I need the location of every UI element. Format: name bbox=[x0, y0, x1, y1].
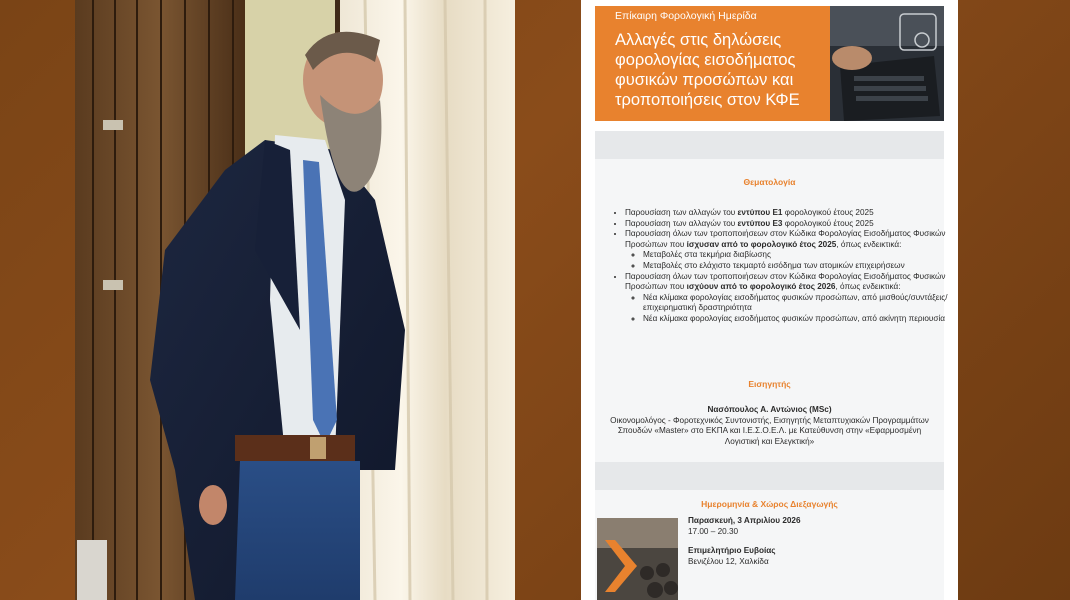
event-heading: Ημερομηνία & Χώρος Διεξαγωγής bbox=[701, 499, 838, 509]
topics-list bbox=[609, 208, 951, 325]
speaker-heading: Εισηγητής bbox=[748, 379, 791, 389]
topic-item: • Παρουσίαση των αλλαγών του εντύπου Ε1 φορολογικού έτους 2025 bbox=[625, 208, 951, 219]
event-panel bbox=[595, 490, 944, 600]
speaker-name: Νασόπουλος Α. Αντώνιος (MSc) bbox=[707, 405, 832, 414]
event-time: 17.00 – 20.30 bbox=[688, 526, 739, 536]
topic-subitems bbox=[625, 293, 951, 325]
event-info bbox=[688, 516, 938, 567]
content-panel bbox=[595, 159, 948, 462]
topic-subitem: ◦ Μεταβολές στα τεκμήρια διαβίωσης bbox=[643, 250, 951, 261]
topic-item: • Παρουσίαση όλων των τροποποιήσεων στον Κώδικα Φορολογίας Εισοδήματος Φυσικών Προσώπων που ισχύουν από το φορολογικό έτος 2026, όπως ενδεικτικά: ◦ Νέα κλίμακα φορολογίας εισοδήματος φυσικών προσώπων, από μισθούς/συντάξεις/επιχειρηματική δραστηριότητα ◦ Νέα κλίμακα φορολογίας εισοδήματος φυσικών προσώπων, από ακίνητη περιουσία bbox=[625, 272, 951, 325]
event-date: Παρασκευή, 3 Απριλίου 2026 bbox=[688, 516, 801, 525]
topic-item: • Παρουσίαση των αλλαγών του εντύπου Ε3 φορολογικού έτους 2025 bbox=[625, 219, 951, 230]
topic-subitem: ◦ Μεταβολές στο ελάχιστο τεκμαρτό εισόδημα των ατομικών επιχειρήσεων bbox=[643, 261, 951, 272]
flyer-banner bbox=[595, 6, 944, 121]
topic-subitem: ◦ Νέα κλίμακα φορολογίας εισοδήματος φυσικών προσώπων, από ακίνητη περιουσία bbox=[643, 314, 951, 325]
topic-subitems bbox=[625, 250, 951, 271]
banner-laptop-image bbox=[830, 6, 944, 121]
event-flyer bbox=[581, 0, 958, 600]
banner-subtitle: Επίκαιρη Φορολογική Ημερίδα bbox=[615, 10, 757, 22]
event-venue: Επιμελητήριο Ευβοίας bbox=[688, 546, 776, 556]
topics-heading: Θεματολογία bbox=[743, 177, 796, 187]
speaker-block bbox=[605, 405, 934, 447]
speaker-bio: Οικονομολόγος - Φοροτεχνικός Συντονιστής, Εισηγητής Μεταπτυχιακών Προγραμμάτων Σπουδών «Master» στο ΕΚΠΑ και Ι.Ε.Σ.Ο.Ε.Λ. με Κατεύθυνση στην «Εφαρμοσμένη Λογιστική και Ελεγκτική» bbox=[610, 415, 929, 446]
event-venue-image bbox=[597, 518, 678, 600]
divider-bar bbox=[595, 462, 944, 490]
divider-bar bbox=[595, 131, 944, 159]
topic-item: • Παρουσίαση όλων των τροποποιήσεων στον Κώδικα Φορολογίας Εισοδήματος Φυσικών Προσώπων που ίσχυσαν από το φορολογικό έτος 2025, όπως ενδεικτικά: ◦ Μεταβολές στα τεκμήρια διαβίωσης ◦ Μεταβολές στο ελάχιστο τεκμαρτό εισόδημα των ατομικών επιχειρήσεων bbox=[625, 229, 951, 271]
banner-title: Αλλαγές στις δηλώσεις φορολογίας εισοδήματος φυσικών προσώπων και τροποποιήσεις στον ΚΦΕ bbox=[615, 31, 800, 109]
speaker-photo bbox=[75, 0, 515, 600]
event-address: Βενιζέλου 12, Χαλκίδα bbox=[688, 556, 769, 566]
topic-subitem: ◦ Νέα κλίμακα φορολογίας εισοδήματος φυσικών προσώπων, από μισθούς/συντάξεις/επιχειρηματική δραστηριότητα bbox=[643, 293, 951, 314]
